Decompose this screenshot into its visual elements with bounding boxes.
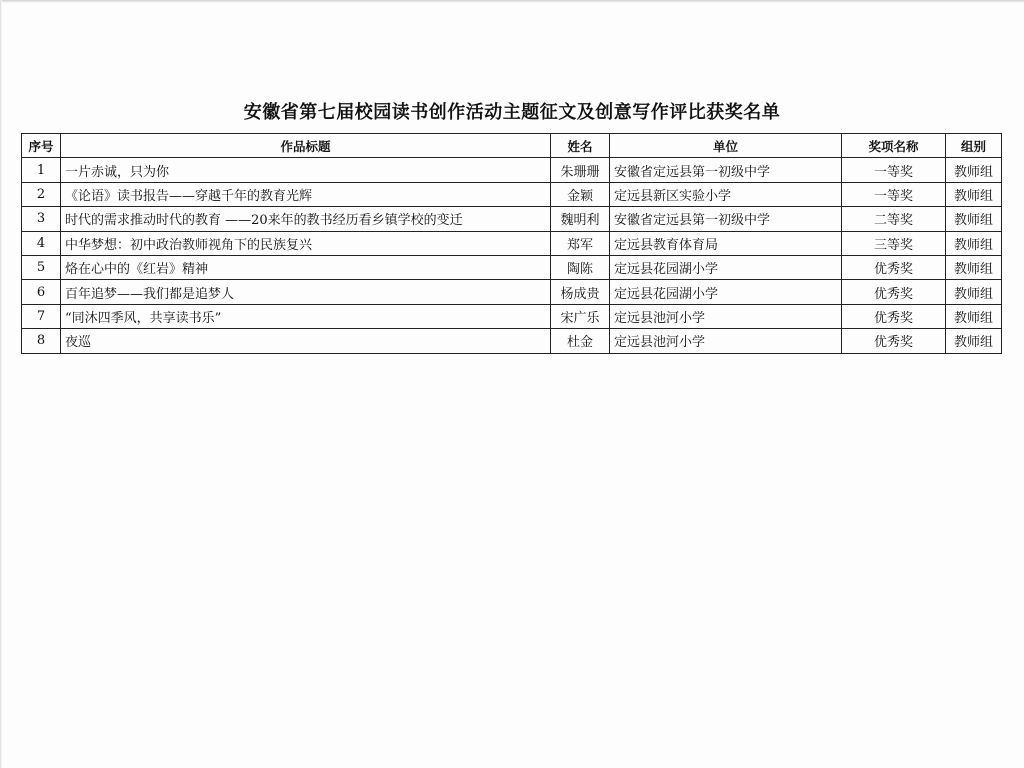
- cell-seq: 3: [22, 207, 61, 231]
- cell-work-title: 百年追梦——我们都是追梦人: [61, 280, 551, 304]
- cell-unit: 定远县池河小学: [610, 329, 842, 353]
- scan-edge-top: [0, 0, 1024, 3]
- cell-award: 一等奖: [842, 182, 946, 206]
- cell-name: 朱珊珊: [551, 158, 610, 182]
- table-row: [22, 231, 1002, 255]
- table-row: [22, 182, 1002, 206]
- cell-seq: 4: [22, 231, 61, 255]
- cell-work-title: 一片赤诚，只为你: [61, 158, 551, 182]
- cell-unit: 定远县新区实验小学: [610, 182, 842, 206]
- cell-group: 教师组: [946, 280, 1002, 304]
- cell-work-title: “同沐四季风，共享读书乐”: [61, 304, 551, 328]
- cell-unit: 定远县池河小学: [610, 304, 842, 328]
- header-award: 奖项名称: [842, 134, 946, 158]
- header-group: 组别: [946, 134, 1002, 158]
- cell-group: 教师组: [946, 329, 1002, 353]
- cell-award: 优秀奖: [842, 255, 946, 279]
- cell-seq: 1: [22, 158, 61, 182]
- cell-work-title: 烙在心中的《红岩》精神: [61, 255, 551, 279]
- cell-award: 优秀奖: [842, 329, 946, 353]
- cell-name: 郑军: [551, 231, 610, 255]
- header-unit: 单位: [610, 134, 842, 158]
- cell-group: 教师组: [946, 231, 1002, 255]
- document-title: 安徽省第七届校园读书创作活动主题征文及创意写作评比获奖名单: [243, 102, 781, 123]
- cell-seq: 5: [22, 255, 61, 279]
- cell-name: 金颖: [551, 182, 610, 206]
- table-row: [22, 158, 1002, 182]
- cell-unit: 安徽省定远县第一初级中学: [610, 158, 842, 182]
- cell-award: 优秀奖: [842, 304, 946, 328]
- table-row: [22, 207, 1002, 231]
- cell-award: 二等奖: [842, 207, 946, 231]
- cell-name: 杜金: [551, 329, 610, 353]
- award-list-table: [21, 133, 1002, 354]
- cell-award: 三等奖: [842, 231, 946, 255]
- cell-work-title: 时代的需求推动时代的教育 ——20来年的教书经历看乡镇学校的变迁: [61, 207, 551, 231]
- cell-seq: 8: [22, 329, 61, 353]
- cell-work-title: 中华梦想：初中政治教师视角下的民族复兴: [61, 231, 551, 255]
- cell-group: 教师组: [946, 255, 1002, 279]
- cell-award: 一等奖: [842, 158, 946, 182]
- cell-unit: 定远县教育体育局: [610, 231, 842, 255]
- table-row: [22, 255, 1002, 279]
- cell-unit: 定远县花园湖小学: [610, 255, 842, 279]
- table-row: [22, 304, 1002, 328]
- cell-name: 杨成贵: [551, 280, 610, 304]
- cell-seq: 2: [22, 182, 61, 206]
- table-row: [22, 329, 1002, 353]
- cell-group: 教师组: [946, 158, 1002, 182]
- cell-name: 陶陈: [551, 255, 610, 279]
- header-name: 姓名: [551, 134, 610, 158]
- cell-group: 教师组: [946, 207, 1002, 231]
- cell-seq: 7: [22, 304, 61, 328]
- cell-name: 宋广乐: [551, 304, 610, 328]
- cell-work-title: 《论语》读书报告——穿越千年的教育光辉: [61, 182, 551, 206]
- cell-unit: 定远县花园湖小学: [610, 280, 842, 304]
- header-seq: 序号: [22, 134, 61, 158]
- cell-work-title: 夜巡: [61, 329, 551, 353]
- table-header-row: [22, 134, 1002, 158]
- cell-seq: 6: [22, 280, 61, 304]
- cell-unit: 安徽省定远县第一初级中学: [610, 207, 842, 231]
- cell-name: 魏明利: [551, 207, 610, 231]
- header-work-title: 作品标题: [61, 134, 551, 158]
- cell-award: 优秀奖: [842, 280, 946, 304]
- cell-group: 教师组: [946, 304, 1002, 328]
- table-row: [22, 280, 1002, 304]
- cell-group: 教师组: [946, 182, 1002, 206]
